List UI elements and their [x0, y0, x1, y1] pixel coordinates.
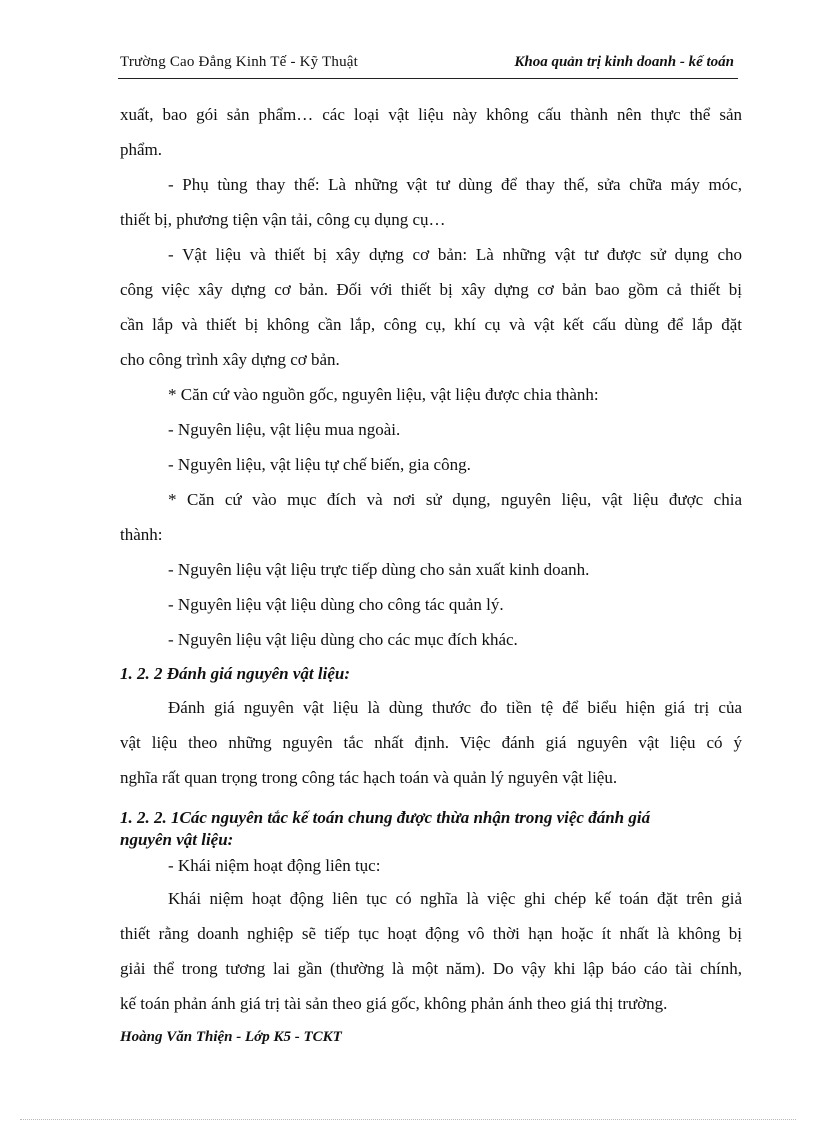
text-line: - Nguyên liệu vật liệu dùng cho công tác quản lý. — [168, 595, 504, 614]
text-line: thành: — [120, 525, 163, 544]
text-line: * Căn cứ vào mục đích và nơi sử dụng, nguyên liệu, vật liệu được chia — [168, 490, 742, 509]
text-line: cần lắp và thiết bị không cần lắp, công cụ, khí cụ và vật kết cấu dùng để lắp đặt — [120, 315, 742, 334]
text-line: - Nguyên liệu vật liệu trực tiếp dùng cho sản xuất kinh doanh. — [168, 560, 590, 579]
spacer — [120, 795, 742, 807]
header-faculty-name: Khoa quản trị kinh doanh - kế toán — [514, 54, 734, 70]
text-line: vật liệu theo những nguyên tắc nhất định. Việc đánh giá nguyên vật liệu có ý — [120, 733, 742, 752]
text-line: - Phụ tùng thay thế: Là những vật tư dùng để thay thế, sửa chữa máy móc, — [168, 175, 742, 194]
text-line: - Nguyên liệu vật liệu dùng cho các mục đích khác. — [168, 630, 518, 649]
header-divider — [118, 78, 738, 79]
text-line: phẩm. — [120, 140, 163, 159]
text-line: cho công trình xây dựng cơ bản. — [120, 350, 340, 369]
text-line: Khái niệm hoạt động liên tục có nghĩa là việc ghi chép kế toán đặt trên giả — [168, 889, 742, 908]
section-heading: 1. 2. 2 Đánh giá nguyên vật liệu: — [120, 664, 350, 683]
text-line: - Khái niệm hoạt động liên tục: — [168, 856, 381, 875]
page-header — [120, 54, 736, 76]
text-line: công việc xây dựng cơ bản. Đối với thiết bị xây dựng cơ bản bao gồm cả thiết bị — [120, 280, 742, 299]
subsection-heading: 1. 2. 2. 1Các nguyên tắc kế toán chung được thừa nhận trong việc đánh giá — [120, 808, 651, 827]
text-line: xuất, bao gói sản phẩm… các loại vật liệu này không cấu thành nên thực thể sản — [120, 105, 742, 124]
subsection-heading-cont: nguyên vật liệu: — [120, 830, 234, 849]
text-line: - Vật liệu và thiết bị xây dựng cơ bản: Là những vật tư được sử dụng cho — [168, 245, 742, 264]
text-line: Đánh giá nguyên vật liệu là dùng thước đo tiền tệ để biểu hiện giá trị của — [168, 698, 742, 717]
header-school-name: Trường Cao Đẳng Kinh Tế - Kỹ Thuật — [120, 54, 358, 70]
text-line: thiết bị, phương tiện vận tải, công cụ dụng cụ… — [120, 210, 446, 229]
text-line: - Nguyên liệu, vật liệu mua ngoài. — [168, 420, 401, 439]
page-body — [120, 97, 742, 1021]
text-line: * Căn cứ vào nguồn gốc, nguyên liệu, vật liệu được chia thành: — [168, 385, 599, 404]
text-line: kế toán phản ánh giá trị tài sản theo giá gốc, không phản ánh theo giá thị trường. — [120, 994, 668, 1013]
text-line: thiết rằng doanh nghiệp sẽ tiếp tục hoạt động vô thời hạn hoặc ít nhất là không bị — [120, 924, 742, 943]
page-footer: Hoàng Văn Thiện - Lớp K5 - TCKT — [120, 1029, 342, 1045]
text-line: nghĩa rất quan trọng trong công tác hạch toán và quản lý nguyên vật liệu. — [120, 768, 618, 787]
text-line: - Nguyên liệu, vật liệu tự chế biến, gia công. — [168, 455, 471, 474]
text-line: giải thể trong tương lai gần (thường là một năm). Do vậy khi lập báo cáo tài chính, — [120, 959, 742, 978]
page-bottom-border — [20, 1119, 796, 1120]
